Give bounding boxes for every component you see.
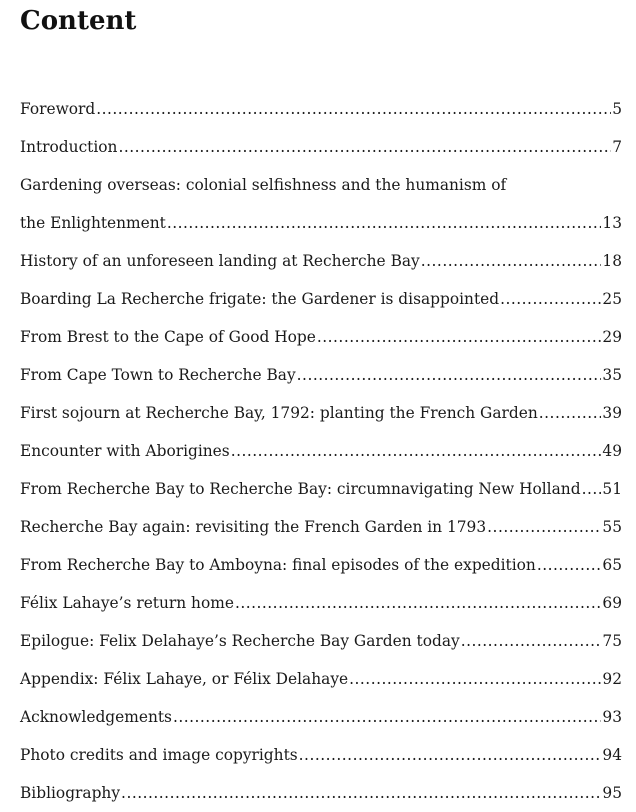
toc-entry-page-number: 92 [602,670,622,688]
toc-entry-page-number: 95 [602,784,622,802]
toc-entry-gardening-overseas-line1 [20,166,622,204]
dot-leader [539,394,602,432]
toc-entry-page-number: 75 [602,632,622,650]
dot-leader [96,90,611,128]
dot-leader [299,736,602,774]
dot-leader [461,622,602,660]
toc-entry-recherche-to-amboyna [20,546,622,584]
toc-entry-page-number: 94 [602,746,622,764]
toc-entry-title: From Recherche Bay to Recherche Bay: circumnavigating New Holland [20,480,581,498]
toc-entry-page-number: 51 [602,480,622,498]
toc-entry-page-number: 5 [612,100,622,118]
toc-entry-title: Acknowledgements [20,708,172,726]
dot-leader [167,204,602,242]
dot-leader [582,470,602,508]
toc-entry-title: Photo credits and image copyrights [20,746,298,764]
toc-entry-title: Encounter with Aborigines [20,442,230,460]
toc-entry-title: Félix Lahaye’s return home [20,594,234,612]
toc-entry-page-number: 35 [602,366,622,384]
dot-leader [349,660,601,698]
toc-entry-page-number: 65 [602,556,622,574]
toc-entry-title: Appendix: Félix Lahaye, or Félix Delahaye [20,670,349,688]
toc-entry-page-number: 18 [602,252,622,270]
dot-leader [421,242,602,280]
toc-entry-page-number: 29 [602,328,622,346]
toc-entry-title: Epilogue: Felix Delahaye’s Recherche Bay Garden today [20,632,460,650]
toc-entry-brest-to-cape [20,318,622,356]
toc-entry-page-number: 55 [602,518,622,536]
toc-entry-title: First sojourn at Recherche Bay, 1792: planting the French Garden [20,404,538,422]
toc-entry-foreword [20,90,622,128]
toc-entry-circumnavigating [20,470,622,508]
toc-entry-unforeseen-landing [20,242,622,280]
toc-entry-title: Bibliography [20,784,121,802]
toc-entry-title: Gardening overseas: colonial selfishness and the humanism of [20,176,507,194]
toc-entry-page-number: 7 [612,138,622,156]
page-title: Content [20,6,137,36]
toc-entry-boarding-la-recherche [20,280,622,318]
dot-leader [500,280,601,318]
dot-leader [235,584,601,622]
dot-leader [537,546,602,584]
toc-entry-introduction [20,128,622,166]
toc-entry-page-number: 25 [602,290,622,308]
toc-entry-appendix [20,660,622,698]
toc-entry-cape-town-to-recherche [20,356,622,394]
dot-leader [297,356,602,394]
toc-entry-return-home [20,584,622,622]
dot-leader [173,698,601,736]
toc-entry-gardening-overseas-line2 [20,204,622,242]
dot-leader [118,128,611,166]
toc-entry-title: History of an unforeseen landing at Recherche Bay [20,252,420,270]
table-of-contents [20,90,622,812]
toc-entry-title: From Recherche Bay to Amboyna: final episodes of the expedition [20,556,536,574]
dot-leader [487,508,601,546]
toc-entry-encounter-aborigines [20,432,622,470]
toc-entry-title: Foreword [20,100,96,118]
toc-entry-title: the Enlightenment [20,214,166,232]
toc-entry-page-number: 39 [602,404,622,422]
toc-entry-recherche-bay-again [20,508,622,546]
toc-entry-page-number: 49 [602,442,622,460]
dot-leader [121,774,601,812]
dot-leader [317,318,602,356]
toc-entry-page-number: 69 [602,594,622,612]
toc-entry-first-sojourn [20,394,622,432]
toc-entry-title: Boarding La Recherche frigate: the Gardener is disappointed [20,290,500,308]
toc-entry-title: From Brest to the Cape of Good Hope [20,328,316,346]
toc-entry-title: From Cape Town to Recherche Bay [20,366,296,384]
toc-entry-page-number: 13 [602,214,622,232]
toc-entry-bibliography [20,774,622,812]
dot-leader [231,432,602,470]
toc-entry-title: Recherche Bay again: revisiting the French Garden in 1793 [20,518,487,536]
toc-entry-title: Introduction [20,138,118,156]
toc-entry-photo-credits [20,736,622,774]
toc-entry-page-number: 93 [602,708,622,726]
toc-entry-acknowledgements [20,698,622,736]
toc-entry-epilogue [20,622,622,660]
